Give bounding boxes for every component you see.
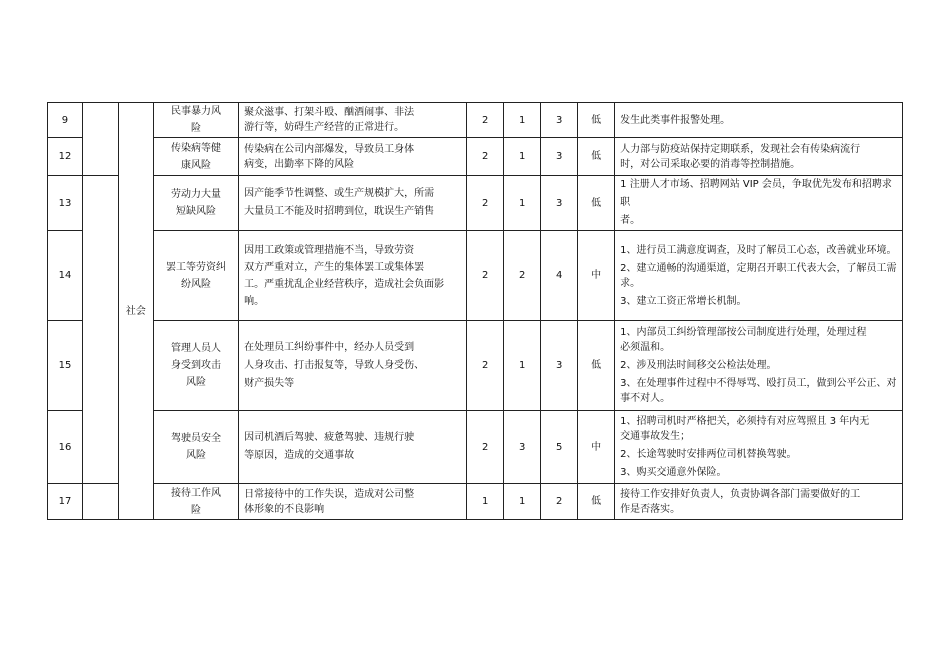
score-c: 3 (541, 321, 578, 411)
control-measures: 1 注册人才市场、招聘网站 VIP 会员，争取优先发布和招聘求职 者。 (615, 176, 903, 231)
score-c: 3 (541, 138, 578, 176)
score-a: 2 (467, 138, 504, 176)
score-b: 1 (504, 176, 541, 231)
score-b: 1 (504, 138, 541, 176)
score-a: 2 (467, 103, 504, 138)
risk-level: 低 (578, 138, 615, 176)
table-row (48, 411, 903, 484)
risk-description: 因司机酒后驾驶、疲惫驾驶、违规行驶 等原因，造成的交通事故 (239, 411, 467, 484)
score-b: 2 (504, 231, 541, 321)
score-c: 2 (541, 484, 578, 520)
risk-name: 管理人员人 身受到攻击 风险 (153, 321, 238, 411)
risk-name: 罢工等劳资纠 纷风险 (153, 231, 238, 321)
score-a: 2 (467, 411, 504, 484)
score-a: 2 (467, 176, 504, 231)
risk-description: 在处理员工纠纷事件中，经办人员受到 人身攻击、打击报复等，导致人身受伤、 财产损失等 (239, 321, 467, 411)
table-row (48, 176, 903, 231)
risk-description: 日常接待中的工作失误，造成对公司整 体形象的不良影响 (239, 484, 467, 520)
table-row (48, 231, 903, 321)
control-measures: 人力部与防疫站保持定期联系，发现社会有传染病流行 时，对公司采取必要的消毒等控制措施。 (615, 138, 903, 176)
control-measures: 接待工作安排好负责人，负责协调各部门需要做好的工 作是否落实。 (615, 484, 903, 520)
risk-description: 因用工政策或管理措施不当，导致劳资 双方严重对立，产生的集体罢工或集体罢 工。严重扰乱企业经营秩序，造成社会负面影 响。 (239, 231, 467, 321)
score-b: 3 (504, 411, 541, 484)
risk-description: 因产能季节性调整、或生产规模扩大，所需 大量员工不能及时招聘到位，耽误生产销售 (239, 176, 467, 231)
risk-name: 民事暴力风 险 (153, 103, 238, 138)
blank-cell (82, 176, 118, 484)
row-number: 14 (48, 231, 83, 321)
score-c: 3 (541, 103, 578, 138)
risk-level: 中 (578, 231, 615, 321)
risk-description: 聚众滋事、打架斗殴、酗酒闹事、非法 游行等，妨碍生产经营的正常进行。 (239, 103, 467, 138)
risk-name: 驾驶员安全 风险 (153, 411, 238, 484)
score-a: 2 (467, 231, 504, 321)
score-c: 4 (541, 231, 578, 321)
table-row (48, 321, 903, 411)
risk-level: 低 (578, 176, 615, 231)
risk-name: 劳动力大量 短缺风险 (153, 176, 238, 231)
score-b: 1 (504, 484, 541, 520)
risk-name: 接待工作风 险 (153, 484, 238, 520)
risk-level: 中 (578, 411, 615, 484)
blank-cell (82, 484, 118, 520)
row-number: 12 (48, 138, 83, 176)
control-measures: 发生此类事件报警处理。 (615, 103, 903, 138)
row-number: 16 (48, 411, 83, 484)
risk-level: 低 (578, 103, 615, 138)
row-number: 13 (48, 176, 83, 231)
blank-cell (82, 103, 118, 176)
score-a: 1 (467, 484, 504, 520)
score-a: 2 (467, 321, 504, 411)
score-b: 1 (504, 103, 541, 138)
row-number: 9 (48, 103, 83, 138)
score-b: 1 (504, 321, 541, 411)
table-row (48, 138, 903, 176)
risk-name: 传染病等健 康风险 (153, 138, 238, 176)
risk-level: 低 (578, 321, 615, 411)
risk-description: 传染病在公司内部爆发，导致员工身体 病变，出勤率下降的风险 (239, 138, 467, 176)
risk-table (47, 102, 903, 520)
row-number: 17 (48, 484, 83, 520)
table-row (48, 484, 903, 520)
control-measures: 1、内部员工纠纷管理部按公司制度进行处理，处理过程 必须温和。 2、涉及刑法时间移交公检法处理。 3、在处理事件过程中不得辱骂、殴打员工，做到公平公正、对 事不对人。 (615, 321, 903, 411)
control-measures: 1、招聘司机时严格把关，必须持有对应驾照且 3 年内无 交通事故发生； 2、长途驾驶时安排两位司机替换驾驶。 3、购买交通意外保险。 (615, 411, 903, 484)
category-cell: 社会 (118, 103, 153, 520)
score-c: 3 (541, 176, 578, 231)
score-c: 5 (541, 411, 578, 484)
row-number: 15 (48, 321, 83, 411)
control-measures: 1、进行员工满意度调查，及时了解员工心态，改善就业环境。 2、建立通畅的沟通渠道，定期召开职工代表大会，了解员工需 求。 3、建立工资正常增长机制。 (615, 231, 903, 321)
risk-level: 低 (578, 484, 615, 520)
table-row (48, 103, 903, 138)
